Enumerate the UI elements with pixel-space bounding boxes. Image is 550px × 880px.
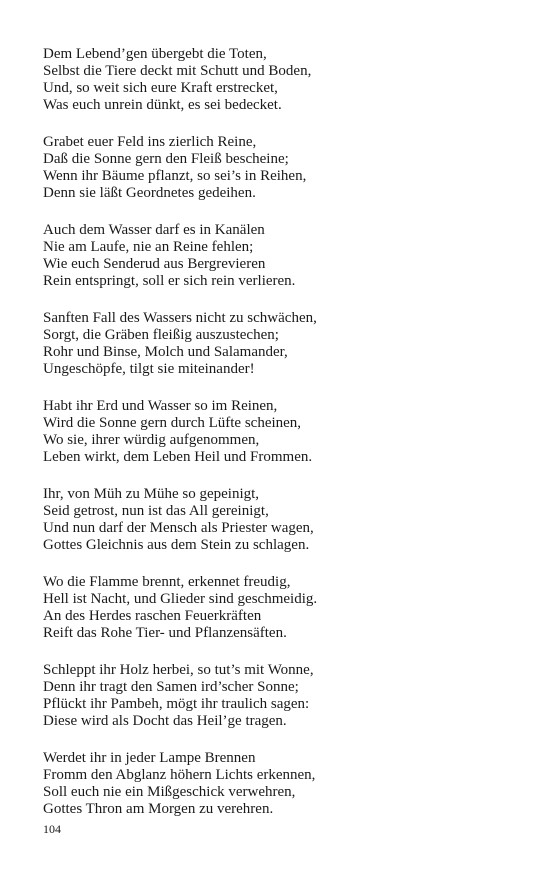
poem-line: Nie am Laufe, nie an Reine fehlen;	[43, 239, 254, 255]
poem-line: Dem Lebend’gen übergebt die Toten,	[43, 46, 267, 62]
stanza-7	[43, 574, 523, 642]
poem-line: Was euch unrein dünkt, es sei bedecket.	[43, 97, 282, 113]
stanza-8	[43, 662, 523, 730]
poem-line: Denn sie läßt Geordnetes gedeihen.	[43, 185, 256, 201]
poem-line: Schleppt ihr Holz herbei, so tut’s mit Wonne,	[43, 662, 314, 678]
poem-line: Rein entspringt, soll er sich rein verlieren.	[43, 273, 296, 289]
poem-line: An des Herdes raschen Feuerkräften	[43, 608, 262, 624]
stanza-5	[43, 398, 523, 466]
poem-line: Pflückt ihr Pambeh, mögt ihr traulich sagen:	[43, 696, 310, 712]
poem-line: Sorgt, die Gräben fleißig auszustechen;	[43, 327, 279, 343]
poem-line: Auch dem Wasser darf es in Kanälen	[43, 222, 265, 238]
poem-body	[43, 46, 523, 838]
poem-line: Und nun darf der Mensch als Priester wagen,	[43, 520, 314, 536]
poem-line: Gottes Gleichnis aus dem Stein zu schlagen.	[43, 537, 310, 553]
poem-line: Hell ist Nacht, und Glieder sind geschmeidig.	[43, 591, 318, 607]
poem-line: Wie euch Senderud aus Bergrevieren	[43, 256, 266, 272]
poem-line: Sanften Fall des Wassers nicht zu schwächen,	[43, 310, 317, 326]
stanza-6	[43, 486, 523, 554]
poem-line: Ungeschöpfe, tilgt sie miteinander!	[43, 361, 255, 377]
poem-line: Selbst die Tiere deckt mit Schutt und Boden,	[43, 63, 312, 79]
poem-line: Diese wird als Docht das Heil’ge tragen.	[43, 713, 287, 729]
poem-line: Und, so weit sich eure Kraft erstrecket,	[43, 80, 278, 96]
page-number: 104	[43, 822, 61, 836]
poem-line: Rohr und Binse, Molch und Salamander,	[43, 344, 288, 360]
stanza-3	[43, 222, 523, 290]
poem-line: Gottes Thron am Morgen zu verehren.	[43, 801, 274, 817]
poem-line: Ihr, von Müh zu Mühe so gepeinigt,	[43, 486, 260, 502]
stanza-9	[43, 750, 523, 818]
poem-line: Wird die Sonne gern durch Lüfte scheinen,	[43, 415, 302, 431]
poem-line: Fromm den Abglanz höhern Lichts erkennen,	[43, 767, 316, 783]
poem-line: Reift das Rohe Tier- und Pflanzensäften.	[43, 625, 287, 641]
poem-line: Seid getrost, nun ist das All gereinigt,	[43, 503, 269, 519]
poem-line: Denn ihr tragt den Samen ird’scher Sonne;	[43, 679, 299, 695]
poem-line: Werdet ihr in jeder Lampe Brennen	[43, 750, 256, 766]
poem-line: Grabet euer Feld ins zierlich Reine,	[43, 134, 257, 150]
poem-line: Habt ihr Erd und Wasser so im Reinen,	[43, 398, 278, 414]
poem-line: Leben wirkt, dem Leben Heil und Frommen.	[43, 449, 313, 465]
poem-line: Daß die Sonne gern den Fleiß bescheine;	[43, 151, 289, 167]
poem-line: Wo sie, ihrer würdig aufgenommen,	[43, 432, 260, 448]
poem-line: Wenn ihr Bäume pflanzt, so sei’s in Reihen,	[43, 168, 307, 184]
poem-line: Soll euch nie ein Mißgeschick verwehren,	[43, 784, 296, 800]
stanza-4	[43, 310, 523, 378]
poem-line: Wo die Flamme brennt, erkennet freudig,	[43, 574, 291, 590]
stanza-1	[43, 46, 523, 114]
stanza-2	[43, 134, 523, 202]
